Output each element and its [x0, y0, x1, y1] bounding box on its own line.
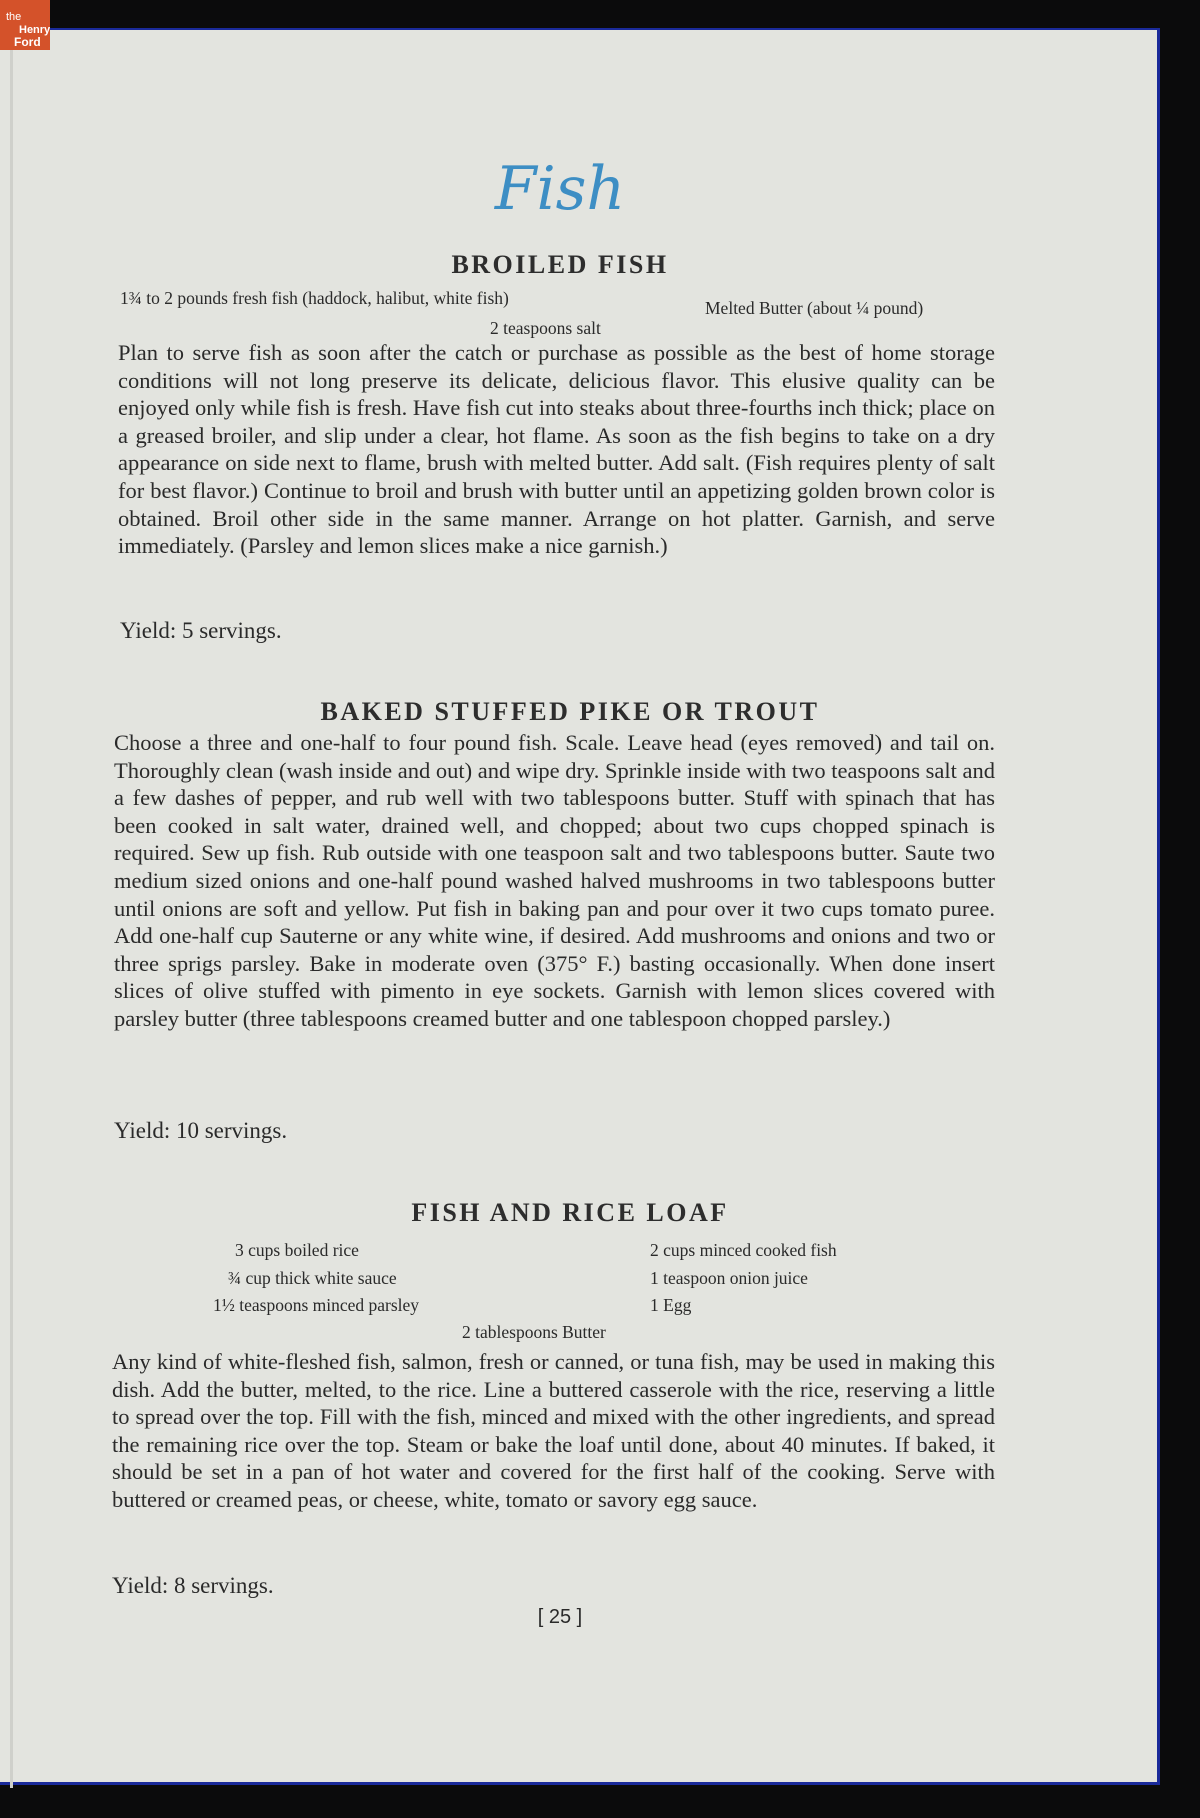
ingredient: 1½ teaspoons minced parsley: [213, 1295, 420, 1315]
page-gutter: [10, 28, 13, 1788]
ingredient: 2 cups minced cooked fish: [650, 1240, 837, 1260]
ingredient: 1 teaspoon onion juice: [650, 1268, 808, 1288]
chapter-title: Fish: [494, 154, 626, 224]
recipe-title-fish-and-rice-loaf: FISH AND RICE LOAF: [411, 1198, 729, 1227]
logo-text-the: the: [6, 11, 22, 23]
method-text: Choose a three and one-half to four pound fish. Scale. Leave head (eyes removed) and tail on. Thoroughly clean (wash inside and out) and wipe dry. Sprinkle inside with two teaspoons salt and a few dashes of pepper, and rub well with two tablespoons butter. Stuff with spinach that has been cooked in salt water, drained well, and chopped; about two cups chopped spinach is required. Sew up fish. Rub outside with one teaspoon salt and two tablespoons butter. Saute two medium sized onions and one-half pound washed halved mushrooms in two tablespoons butter until onions are soft and yellow. Put fish in baking pan and pour over it two cups tomato puree. Add one-half cup Sauterne or any white wine, if desired. Add mushrooms and onions and two or three sprigs parsley. Bake in moderate oven (375° F.) basting occasionally. When done insert slices of olive stuffed with pimento in eye sockets. Garnish with lemon slices covered with parsley butter (three tablespoons creamed butter and one tablespoon chopped parsley.): [114, 730, 995, 1031]
recipe-title-baked-stuffed-pike: BAKED STUFFED PIKE OR TROUT: [320, 697, 820, 726]
ingredient: 1 Egg: [650, 1295, 692, 1315]
recipe-method: [114, 729, 995, 1033]
ingredient: 1¾ to 2 pounds fresh fish (haddock, halibut, white fish): [120, 288, 509, 308]
recipe-method: [112, 1348, 995, 1514]
recipe-yield: Yield: 10 servings.: [114, 1118, 288, 1143]
recipe-title-broiled-fish: BROILED FISH: [451, 250, 669, 279]
page-number: [ 25 ]: [537, 1606, 583, 1628]
logo-text-henry: Henry: [19, 24, 51, 36]
ingredient: 3 cups boiled rice: [235, 1240, 359, 1260]
recipe-yield: Yield: 5 servings.: [120, 618, 282, 643]
henry-ford-logo: [0, 0, 50, 50]
recipe-method: [118, 339, 995, 560]
ingredient: ¾ cup thick white sauce: [228, 1268, 397, 1288]
recipe-yield: Yield: 8 servings.: [112, 1573, 274, 1598]
ingredient: 2 tablespoons Butter: [462, 1322, 606, 1342]
ingredient: Melted Butter (about ¼ pound): [705, 298, 924, 318]
method-text: Any kind of white-fleshed fish, salmon, fresh or canned, or tuna fish, may be used in making this dish. Add the butter, melted, to the rice. Line a buttered casserole with the rice, reserving a little to spread over the top. Fill with the fish, minced and mixed with the other ingredients, and spread the remaining rice over the top. Steam or bake the loaf until done, about 40 minutes. If baked, it should be set in a pan of hot water and covered for the first half of the cooking. Serve with buttered or creamed peas, or cheese, white, tomato or savory egg sauce.: [112, 1349, 995, 1512]
logo-text-ford: Ford: [14, 35, 41, 49]
method-text: Plan to serve fish as soon after the catch or purchase as possible as the best of home storage conditions will not long preserve its delicate, delicious flavor. This elusive quality can be enjoyed only while fish is fresh. Have fish cut into steaks about three-fourths inch thick; place on a greased broiler, and slip under a clear, hot flame. As soon as the fish begins to take on a dry appearance on side next to flame, brush with melted butter. Add salt. (Fish requires plenty of salt for best flavor.) Continue to broil and brush with butter until an appetizing golden brown color is obtained. Broil other side in the same manner. Arrange on hot platter. Garnish, and serve immediately. (Parsley and lemon slices make a nice garnish.): [118, 340, 995, 559]
ingredient: 2 teaspoons salt: [490, 318, 601, 338]
